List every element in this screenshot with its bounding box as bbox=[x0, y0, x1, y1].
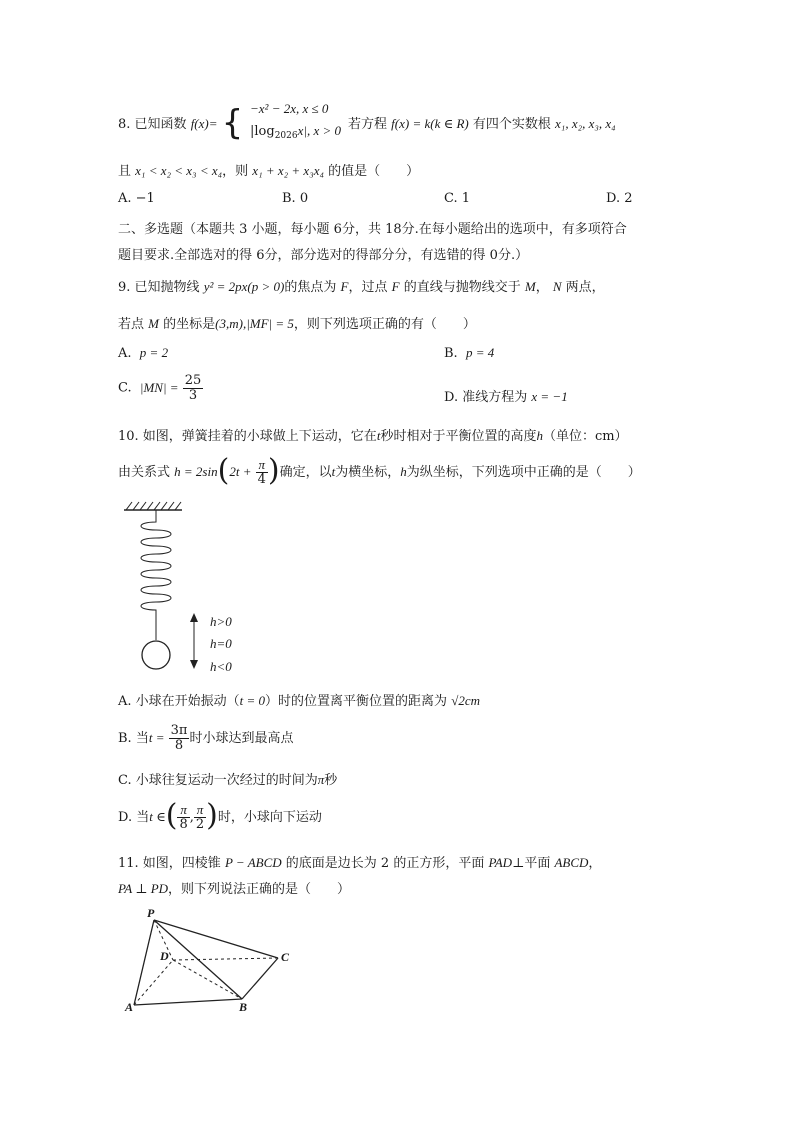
q11-l1b: 的底面是边长为 2 的正方形，平面 bbox=[285, 856, 485, 871]
q10-optD-lp: ( bbox=[165, 797, 178, 833]
q11-perp: ⊥ bbox=[512, 856, 525, 871]
q8-mid: 若方程 bbox=[348, 117, 388, 132]
q10-optD-rp: ) bbox=[206, 797, 218, 833]
q11-line2 bbox=[118, 878, 350, 897]
fig-label-h-neg: h<0 bbox=[210, 659, 232, 674]
edge-PA bbox=[134, 920, 154, 1005]
q10-t: t bbox=[376, 428, 381, 443]
q9-line1 bbox=[118, 276, 605, 295]
q9-option-b[interactable] bbox=[444, 345, 494, 361]
q9-line2 bbox=[118, 313, 476, 332]
edge-BC bbox=[242, 958, 278, 999]
edge-DC bbox=[173, 958, 278, 960]
q9-optD-eq: x = −1 bbox=[531, 389, 568, 404]
q9-option-d[interactable] bbox=[444, 386, 568, 405]
q8-l2b: ，则 bbox=[222, 164, 249, 179]
q8-option-c[interactable]: C. 1 bbox=[444, 191, 471, 206]
q10-inner: 2t + bbox=[229, 464, 252, 479]
q10-l2c: 为横坐标， bbox=[335, 465, 401, 480]
fig-label-h-pos: h>0 bbox=[210, 614, 232, 629]
q8-equation: f(x) = k(k ∈ R) bbox=[391, 116, 469, 131]
q9-optC-frac bbox=[183, 374, 204, 402]
q10-num: π bbox=[256, 458, 268, 473]
q8-case2-rest: x|, x > 0 bbox=[297, 123, 341, 138]
q10-optB-t: t = bbox=[148, 730, 165, 745]
q9-optA-label: A. bbox=[118, 346, 132, 361]
q10-optA-b: ）时的位置离平衡位置的距离为 bbox=[265, 694, 448, 709]
q8-line1 bbox=[118, 102, 244, 143]
q9-M: M bbox=[524, 279, 536, 294]
q9-l2c: ，则下列选项正确的有（ ） bbox=[293, 317, 476, 332]
q10-optC-pi: π bbox=[317, 772, 325, 787]
q11-abcd: ABCD bbox=[554, 855, 589, 870]
edge-AB bbox=[134, 999, 242, 1005]
ball bbox=[142, 641, 170, 669]
q10-l2a: 由关系式 bbox=[118, 465, 171, 480]
q8-l2a: 且 bbox=[118, 164, 132, 179]
q10-optB-den: 8 bbox=[174, 738, 184, 753]
q8-option-b[interactable]: B. 0 bbox=[282, 191, 309, 206]
q9-l1e: ， bbox=[535, 280, 549, 295]
arrow-head-down bbox=[190, 660, 198, 669]
fig-label-B: B bbox=[239, 1000, 248, 1014]
q8-case2-base: 2026 bbox=[274, 131, 298, 141]
q10-line2 bbox=[118, 452, 641, 492]
q11-l1c: 平面 bbox=[524, 856, 551, 871]
q10-l2d: 为纵坐标，下列选项中正确的是（ ） bbox=[406, 465, 641, 480]
q9-optC-den: 3 bbox=[188, 387, 198, 403]
q10-optD-frac2 bbox=[194, 803, 206, 831]
fig-label-h-zero: h=0 bbox=[210, 636, 232, 651]
q10-lhs: h = 2sin bbox=[174, 464, 218, 479]
arrow-head-up bbox=[190, 613, 198, 622]
section2-line2: 题目要求.全部选对的得 6分，部分选对的得部分分，有选错的得 0分.） bbox=[118, 248, 529, 263]
spring-figure bbox=[118, 500, 248, 680]
q8-l2c: 的值是（ ） bbox=[328, 164, 420, 179]
q10-option-d[interactable]: D. 当t ∈( $\frac{\pi}{8}$ , $\frac{\pi}{2}$ )时，小球向下运动 bbox=[118, 797, 322, 833]
q11-l1d: ， bbox=[588, 856, 602, 871]
q10-option-a[interactable] bbox=[118, 690, 480, 709]
q8-prefix: 8. 已知函数 bbox=[118, 117, 187, 132]
q9-optB: p = 4 bbox=[465, 345, 495, 360]
q10-optD-d1: 8 bbox=[179, 817, 188, 832]
q8-suffix: 有四个实数根 bbox=[472, 117, 551, 132]
q10-optA-a: A. 小球在开始振动（ bbox=[118, 694, 240, 709]
q9-optC-label: C. bbox=[118, 380, 132, 396]
q9-F: F bbox=[340, 279, 349, 294]
fig-label-C: C bbox=[281, 950, 290, 964]
q9-coord: (3,m),|MF| = 5 bbox=[215, 316, 294, 331]
q8-roots: x₁, x₂, x₃, x₄ bbox=[555, 116, 616, 131]
q9-option-c[interactable] bbox=[118, 374, 203, 402]
q8-case1: −x² − 2x, x ≤ 0 bbox=[250, 101, 329, 116]
q10-optB-b: 时小球达到最高点 bbox=[189, 731, 294, 746]
q8-option-a[interactable]: A. −1 bbox=[118, 191, 155, 206]
q10-optB-a: B. 当 bbox=[118, 731, 149, 746]
spring-coil bbox=[141, 510, 171, 640]
q9-l1a: 9. 已知抛物线 bbox=[118, 280, 200, 295]
q10-optD-frac1 bbox=[177, 803, 189, 831]
q9-l1f: 两点， bbox=[565, 280, 605, 295]
q9-optA: p = 2 bbox=[139, 345, 169, 360]
q8-case2 bbox=[250, 123, 341, 139]
q10-den: 4 bbox=[257, 472, 266, 487]
q11-name: P − ABCD bbox=[224, 855, 282, 870]
q10-optD-n2: π bbox=[194, 803, 206, 818]
q9-optC-num: 25 bbox=[184, 373, 202, 388]
section2-line1: 二、多选题（本题共 3 小题，每小题 6分，共 18分.在每小题给出的选项中，有多项符合 bbox=[118, 222, 627, 237]
q10-optD-d2: 2 bbox=[195, 817, 205, 832]
q10-optB-frac bbox=[169, 724, 190, 752]
q10-rparen: ) bbox=[267, 452, 280, 488]
q10-optB-num: 3π bbox=[170, 723, 188, 739]
q10-optD-t: t ∈ bbox=[149, 809, 166, 824]
q9-l1d: 的直线与抛物线交于 bbox=[403, 280, 521, 295]
q10-l1a: 10. 如图，弹簧挂着的小球做上下运动，它在 bbox=[118, 429, 377, 444]
q9-eq: y² = 2px(p > 0) bbox=[203, 279, 285, 294]
edge-DB bbox=[173, 960, 242, 999]
q11-l2b: ，则下列说法正确的是（ ） bbox=[168, 882, 351, 897]
q8-line2 bbox=[118, 160, 419, 179]
pyramid-figure bbox=[118, 905, 308, 1020]
q11-pad: PAD bbox=[488, 855, 513, 870]
q8-order: x₁ < x₂ < x₃ < x₄ bbox=[135, 163, 223, 178]
q11-line1 bbox=[118, 852, 601, 871]
q11-cond: PA ⊥ PD bbox=[118, 881, 169, 896]
q10-l1c: （单位：cm） bbox=[542, 429, 628, 444]
q9-l2a: 若点 bbox=[118, 317, 145, 332]
q9-F2: F bbox=[391, 279, 400, 294]
q10-line1 bbox=[118, 425, 628, 444]
q10-l1b: 秒时相对于平衡位置的高度 bbox=[380, 429, 537, 444]
q9-l2b: 的坐标是 bbox=[163, 317, 216, 332]
q8-case2-log: |log bbox=[250, 124, 275, 139]
q9-l1b: 的焦点为 bbox=[284, 280, 337, 295]
q10-l2b: 确定，以 bbox=[279, 465, 332, 480]
q10-optA-t: t = 0 bbox=[239, 693, 266, 708]
q8-brace: { bbox=[221, 102, 244, 143]
q9-l1c: ，过点 bbox=[348, 280, 388, 295]
q10-frac bbox=[256, 458, 268, 486]
ceiling-hatch bbox=[126, 502, 181, 510]
q10-option-b[interactable] bbox=[118, 720, 293, 756]
fig-label-P: P bbox=[147, 906, 155, 920]
q8-expr: x₁ + x₂ + x₃x₄ bbox=[252, 163, 324, 178]
q8-line1-right bbox=[348, 112, 616, 136]
q8-func: f(x)= bbox=[190, 116, 218, 131]
q10-optA-val: √2cm bbox=[451, 693, 480, 708]
fig-label-D: D bbox=[160, 949, 169, 963]
q9-N: N bbox=[552, 279, 562, 294]
q9-option-a[interactable] bbox=[118, 345, 168, 361]
q10-optD-b: 时，小球向下运动 bbox=[217, 810, 322, 825]
q10-optD-a: D. 当 bbox=[118, 810, 150, 825]
q9-optD: D. 准线方程为 bbox=[444, 390, 528, 405]
edge-PC bbox=[154, 920, 278, 958]
q10-t2: t bbox=[331, 464, 336, 479]
q9-optC-lhs: |MN| = bbox=[139, 380, 179, 396]
q10-option-c[interactable] bbox=[118, 769, 337, 788]
q10-h2: h bbox=[400, 464, 407, 479]
q11-l1a: 11. 如图，四棱锥 bbox=[118, 856, 221, 871]
q8-option-d[interactable]: D. 2 bbox=[606, 191, 633, 206]
q10-optD-n1: π bbox=[177, 803, 189, 818]
fig-label-A: A bbox=[125, 1000, 134, 1014]
q9-optB-label: B. bbox=[444, 346, 458, 361]
q10-h: h bbox=[536, 428, 543, 443]
q10-optC-a: C. 小球往复运动一次经过的时间为 bbox=[118, 773, 318, 788]
q10-lparen: ( bbox=[217, 452, 230, 488]
q9-M2: M bbox=[148, 316, 159, 331]
q10-optC-b: 秒 bbox=[324, 773, 338, 788]
